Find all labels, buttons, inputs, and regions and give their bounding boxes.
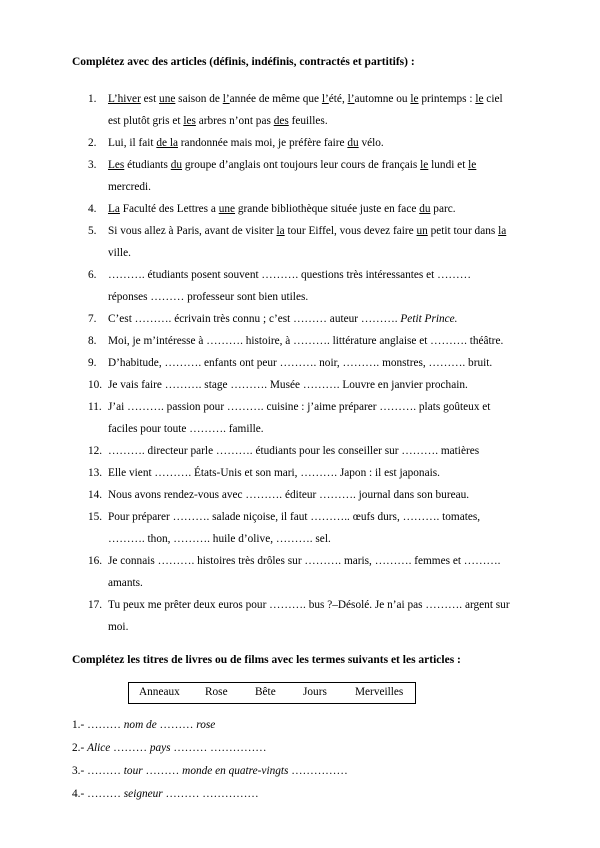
- answer-article: des: [273, 114, 289, 127]
- answer-article: de la: [156, 137, 178, 149]
- text-run: saison de: [175, 93, 223, 105]
- answer-article: l’: [222, 93, 230, 105]
- exercise-sentence-line: [108, 401, 490, 413]
- exercise-number: 10.: [88, 379, 103, 391]
- answer-article: Les: [108, 159, 125, 171]
- text-run: ………. directeur parle ………. étudiants pour les conseiller sur ………. matières: [108, 445, 480, 457]
- text-run: lundi et: [428, 159, 469, 171]
- exercise-sentence-line: [108, 159, 476, 171]
- exercise-sentence-line: [108, 225, 506, 237]
- text-run: ………: [87, 788, 124, 800]
- text-run: ………: [87, 765, 124, 777]
- title-completion-line: [72, 765, 348, 777]
- word-bank-term: Merveilles: [355, 686, 404, 698]
- exercise-number: 5.: [88, 225, 97, 237]
- exercise-number: 6.: [88, 269, 97, 281]
- text-run: C’est ………. écrivain très connu ; c’est ……… auteur ……….: [108, 313, 401, 325]
- italic-text: tour: [123, 765, 143, 777]
- exercise-1-heading: Complétez avec des articles (définis, indéfinis, contractés et partitifs) :: [72, 56, 415, 68]
- text-run: groupe d’anglais ont toujours leur cours de français: [182, 159, 421, 171]
- exercise-sentence-line: [108, 137, 384, 149]
- text-run: moi.: [108, 620, 129, 633]
- exercise-number: 17.: [88, 599, 103, 611]
- exercise-sentence-line: [108, 181, 151, 193]
- text-run: feuilles.: [288, 114, 328, 127]
- italic-text: Petit Prince.: [400, 313, 458, 325]
- exercise-number: 8.: [88, 335, 97, 347]
- text-run: vélo.: [358, 137, 384, 149]
- text-run: Lui, il fait: [108, 137, 157, 149]
- text-run: ………. étudiants posent souvent ………. questions très intéressantes et ………: [108, 269, 472, 281]
- answer-article: le: [420, 159, 429, 171]
- text-run: Faculté des Lettres a: [119, 203, 219, 215]
- exercise-sentence-line: [108, 533, 331, 545]
- text-run: parc.: [430, 203, 456, 215]
- text-run: Pour préparer ………. salade niçoise, il faut ……….. œufs durs, ………. tomates,: [108, 511, 481, 523]
- answer-article: le: [475, 93, 484, 105]
- exercise-sentence-line: [108, 511, 480, 523]
- exercise-number: 2.: [88, 137, 97, 149]
- italic-text: seigneur: [123, 788, 163, 800]
- exercise-sentence-line: [108, 489, 469, 501]
- exercise-sentence-line: [108, 577, 143, 589]
- answer-article: les: [183, 114, 196, 127]
- italic-text: monde en quatre-vingts: [182, 765, 289, 777]
- text-run: ……… ……………: [170, 742, 267, 754]
- italic-text: rose: [196, 719, 216, 731]
- text-run: ………: [156, 719, 197, 731]
- answer-article: du: [347, 137, 359, 149]
- exercise-sentence-line: [108, 203, 456, 215]
- text-run: est: [140, 93, 160, 105]
- title-number: 4.-: [72, 788, 88, 800]
- exercise-2-heading: Complétez les titres de livres ou de films avec les termes suivants et les articles :: [72, 654, 461, 666]
- answer-article: La: [108, 203, 120, 215]
- title-completion-line: [72, 788, 259, 800]
- text-run: année de même que: [229, 93, 322, 105]
- word-bank-box: [128, 682, 416, 704]
- title-number: 3.-: [72, 765, 88, 777]
- exercise-number: 14.: [88, 489, 103, 501]
- text-run: Si vous allez à Paris, avant de visiter: [108, 225, 277, 237]
- exercise-sentence-line: [108, 247, 131, 259]
- text-run: ………: [87, 719, 124, 731]
- text-run: amants.: [108, 576, 143, 589]
- exercise-number: 4.: [88, 203, 97, 215]
- text-run: est plutôt gris et: [108, 114, 184, 127]
- answer-article: une: [218, 203, 236, 215]
- exercise-number: 3.: [88, 159, 97, 171]
- answer-article: le: [410, 93, 419, 105]
- answer-article: L’hiver: [108, 93, 141, 105]
- text-run: étudiants: [124, 159, 171, 171]
- text-run: réponses ……… professeur sont bien utiles.: [108, 290, 309, 303]
- exercise-sentence-line: [108, 335, 503, 347]
- text-run: mercredi.: [108, 180, 151, 193]
- answer-article: l’: [347, 93, 355, 105]
- title-number: 2.-: [72, 742, 88, 754]
- exercise-sentence-line: [108, 621, 128, 633]
- italic-text: nom de: [123, 719, 157, 731]
- text-run: Nous avons rendez-vous avec ………. éditeur ………. journal dans son bureau.: [108, 489, 470, 501]
- exercise-number: 7.: [88, 313, 97, 325]
- text-run: ciel: [483, 93, 503, 105]
- exercise-sentence-line: [108, 467, 440, 479]
- exercise-sentence-line: [108, 445, 479, 457]
- text-run: tour Eiffel, vous devez faire: [284, 225, 417, 237]
- text-run: ………. thon, ………. huile d’olive, ………. sel.: [108, 532, 331, 545]
- text-run: été,: [328, 93, 348, 105]
- text-run: ………: [110, 742, 150, 754]
- exercise-sentence-line: [108, 269, 471, 281]
- text-run: faciles pour toute ………. famille.: [108, 422, 264, 435]
- exercise-sentence-line: [108, 313, 458, 325]
- exercise-sentence-line: [108, 115, 328, 127]
- exercise-number: 1.: [88, 93, 97, 105]
- exercise-number: 15.: [88, 511, 103, 523]
- exercise-sentence-line: [108, 379, 468, 391]
- text-run: petit tour dans: [427, 225, 499, 237]
- text-run: Je vais faire ………. stage ………. Musée ………. Louvre en janvier prochain.: [108, 379, 468, 391]
- exercise-number: 11.: [88, 401, 102, 413]
- text-run: randonnée mais moi, je préfère faire: [177, 137, 348, 149]
- answer-article: la: [498, 225, 507, 237]
- exercise-sentence-line: [108, 555, 501, 567]
- exercise-sentence-line: [108, 599, 510, 611]
- word-bank-term: Jours: [303, 686, 327, 698]
- exercise-number: 9.: [88, 357, 97, 369]
- answer-article: la: [276, 225, 285, 237]
- italic-text: pays: [149, 742, 171, 754]
- answer-article: le: [468, 159, 477, 171]
- text-run: arbres n’ont pas: [195, 114, 274, 127]
- word-bank-term: Bête: [255, 686, 276, 698]
- italic-text: Alice: [87, 742, 111, 754]
- exercise-sentence-line: [108, 423, 264, 435]
- text-run: Moi, je m’intéresse à ………. histoire, à ………. littérature anglaise et ………. théâtre.: [108, 335, 504, 347]
- text-run: Tu peux me prêter deux euros pour ………. bus ?–Désolé. Je n’ai pas ………. argent sur: [108, 599, 510, 611]
- text-run: grande bibliothèque située juste en face: [235, 203, 420, 215]
- answer-article: un: [416, 225, 428, 237]
- exercise-number: 12.: [88, 445, 103, 457]
- title-number: 1.-: [72, 719, 88, 731]
- title-completion-line: [72, 742, 267, 754]
- text-run: automne ou: [354, 93, 411, 105]
- text-run: D’habitude, ………. enfants ont peur ………. noir, ………. monstres, ………. bruit.: [108, 357, 493, 369]
- word-bank-term: Anneaux: [139, 686, 180, 698]
- text-run: ville.: [108, 246, 131, 259]
- answer-article: du: [170, 159, 183, 171]
- answer-article: du: [419, 203, 431, 215]
- text-run: ……… ……………: [162, 788, 259, 800]
- text-run: J’ai ………. passion pour ………. cuisine : j’aime préparer ………. plats goûteux et: [108, 401, 491, 413]
- answer-article: l’: [321, 93, 329, 105]
- exercise-number: 16.: [88, 555, 103, 567]
- exercise-number: 13.: [88, 467, 103, 479]
- answer-article: une: [159, 93, 176, 105]
- title-completion-line: [72, 719, 215, 731]
- exercise-sentence-line: [108, 357, 492, 369]
- text-run: printemps :: [418, 93, 476, 105]
- text-run: Je connais ………. histoires très drôles sur ………. maris, ………. femmes et ……….: [108, 555, 501, 567]
- text-run: ………: [142, 765, 183, 777]
- text-run: Elle vient ………. États-Unis et son mari, ………. Japon : il est japonais.: [108, 467, 440, 479]
- text-run: ……………: [288, 765, 348, 777]
- exercise-sentence-line: [108, 291, 308, 303]
- exercise-sentence-line: [108, 93, 503, 105]
- word-bank-term: Rose: [205, 686, 228, 698]
